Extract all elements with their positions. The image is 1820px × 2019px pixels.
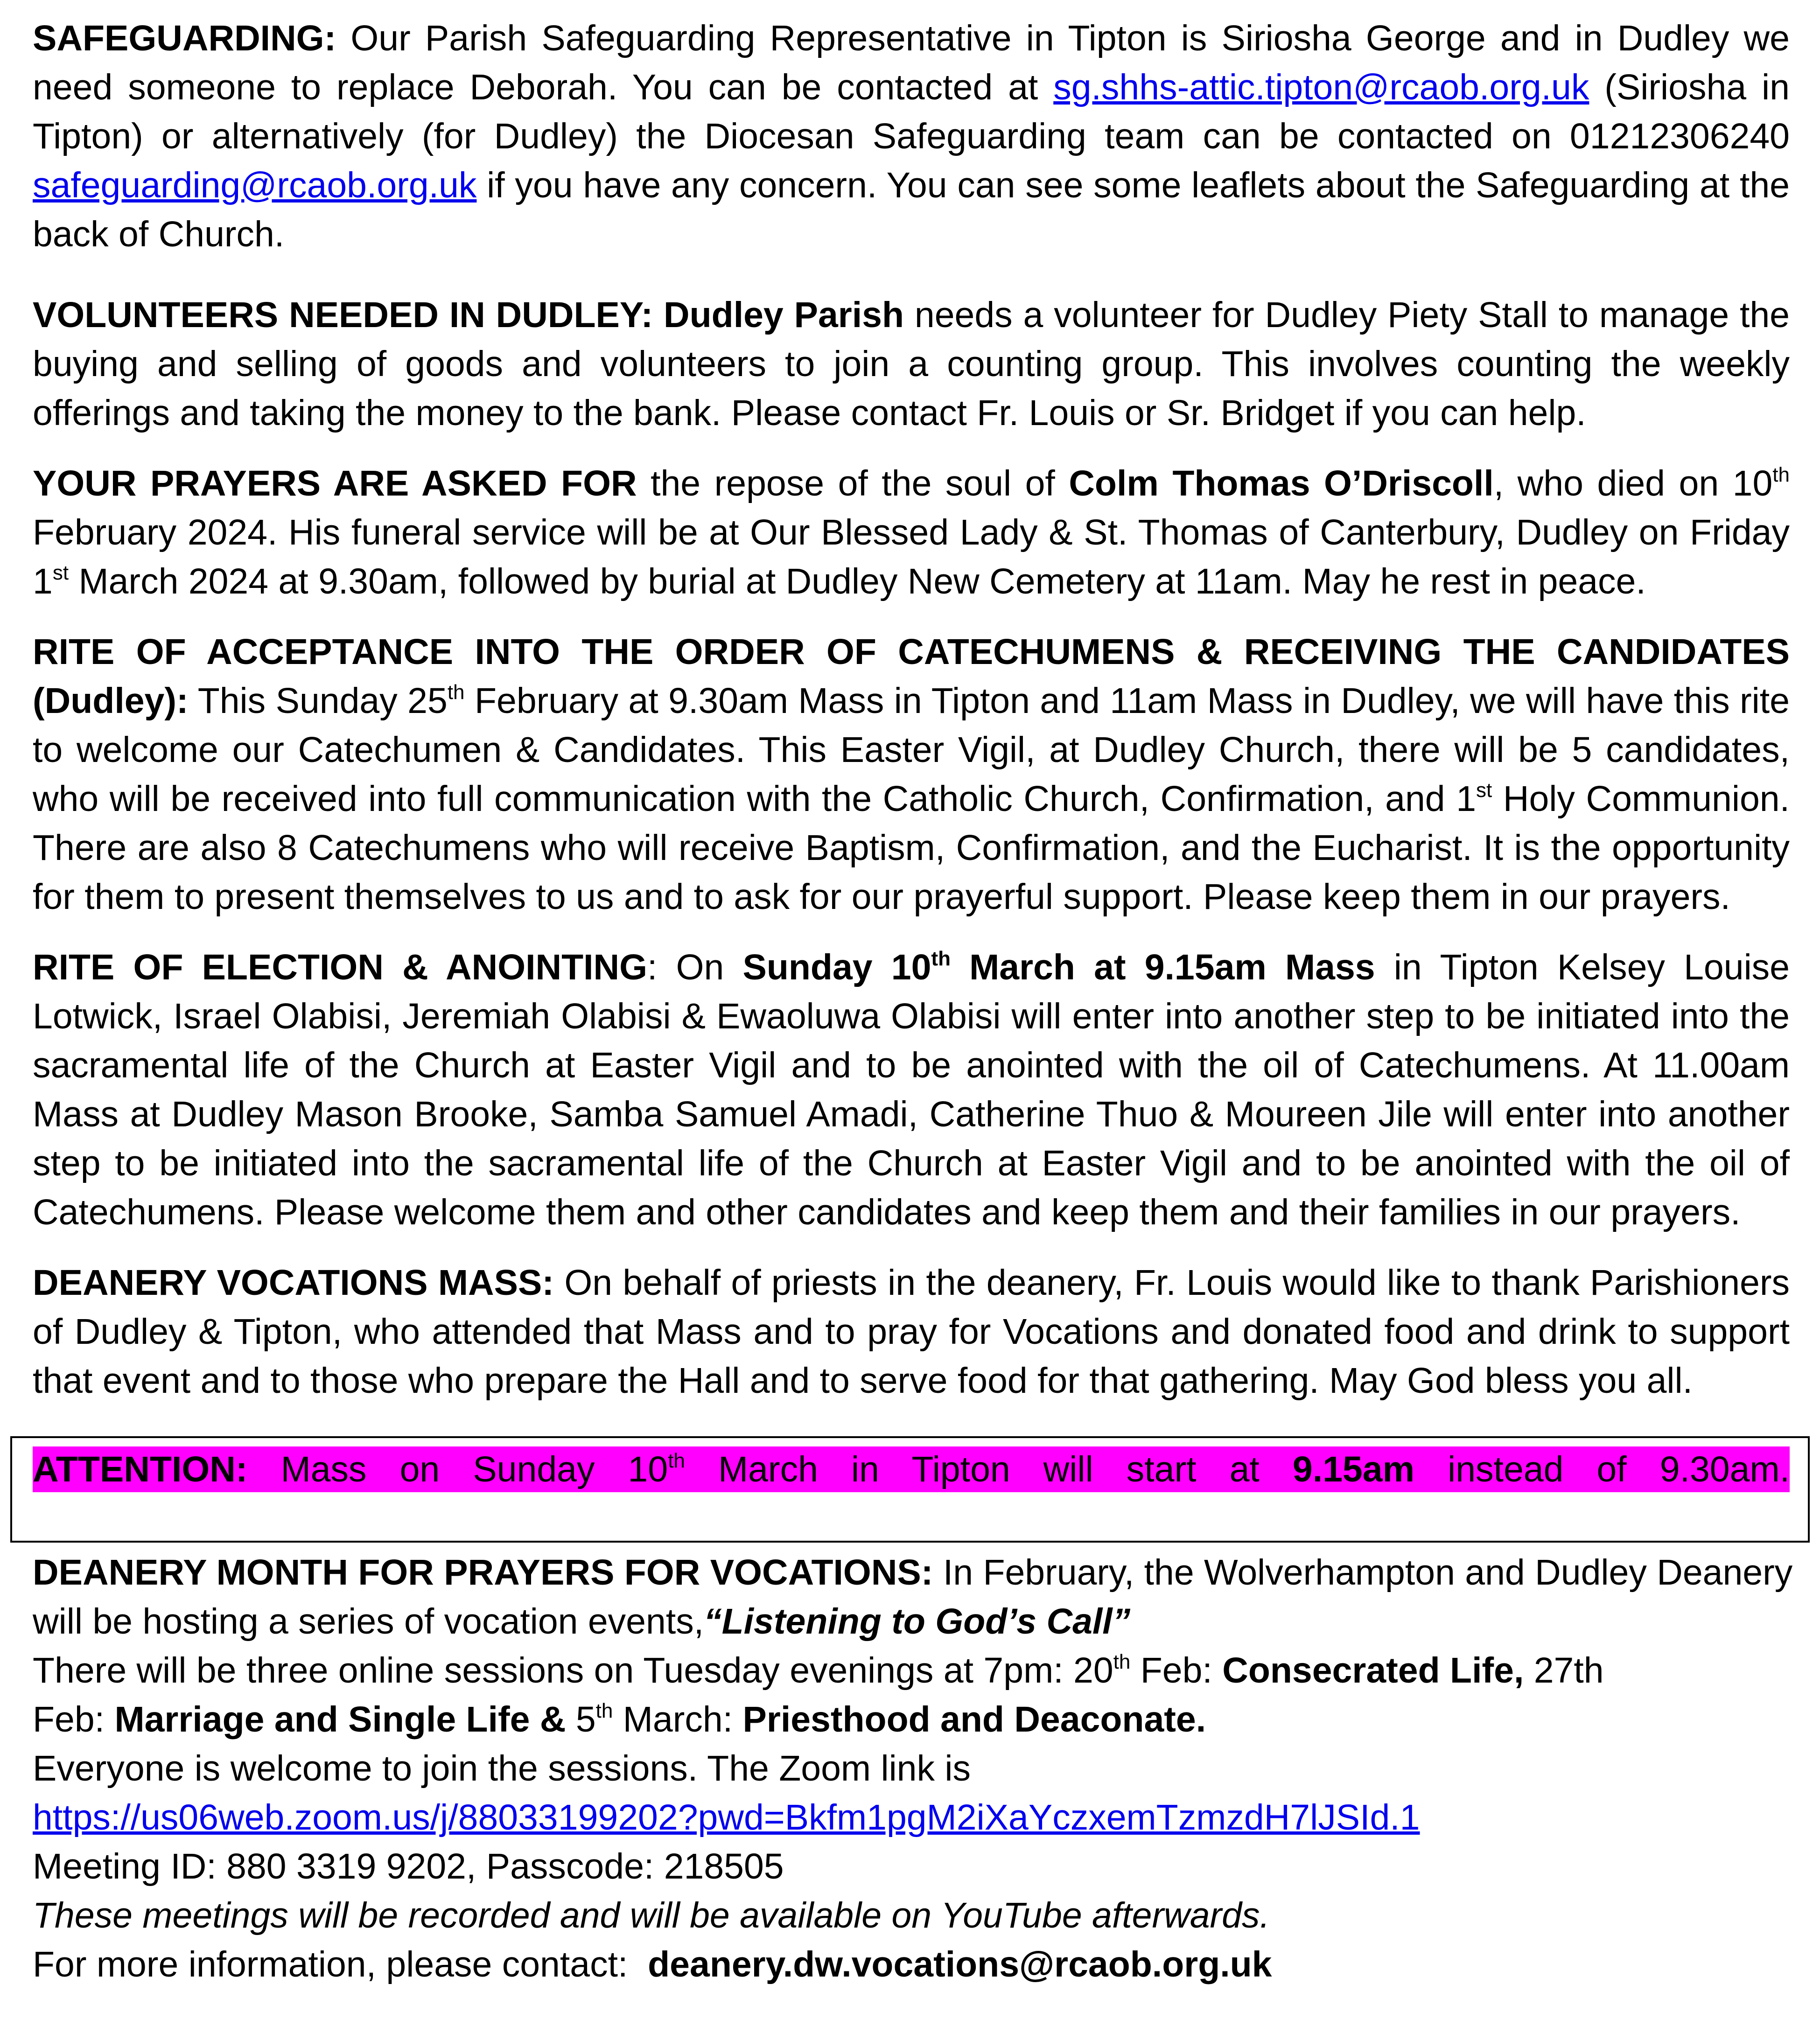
volunteers-text: needs a volunteer for Dudley Piety Stall to manage the buying and selling of goods and volunteers to join a counting group. This involves counting the weekly offerings and taking the money to the bank. Please contact Fr. Louis or Sr. Bridget if you can help. xyxy=(33,295,1790,433)
session-topic: Priesthood and Deaconate. xyxy=(742,1699,1206,1740)
safeguarding-text: (Siriosha in Tipton) or alternatively (for Dudley) the Diocesan Safeguarding team can be contacted on 01212306240 xyxy=(33,67,1790,156)
vocations-line xyxy=(33,1695,1790,1744)
ordinal-suffix: st xyxy=(1476,779,1492,802)
attention-text: instead of 9.30am. xyxy=(1414,1449,1790,1489)
attention-notice xyxy=(33,1446,1790,1492)
vocations-text: will be hosting a series of vocation events, xyxy=(33,1601,704,1642)
vocations-line xyxy=(33,1793,1790,1842)
vocations-line xyxy=(33,1548,1793,1597)
event-series-title: “Listening to God’s Call” xyxy=(704,1601,1131,1642)
attention-text: Mass on Sunday 10 xyxy=(247,1449,668,1489)
prayers-notice xyxy=(33,459,1790,606)
rite-acceptance-text: This Sunday 25 xyxy=(188,681,448,721)
ordinal-suffix: st xyxy=(52,561,69,584)
rite-acceptance-text: Holy Communion. There are also 8 Catechumens who will receive Baptism, Confirmation, and the Eucharist. It is the opportunity for them to present themselves to us and to ask for our prayerful support. Please keep them in our prayers. xyxy=(33,779,1790,917)
rite-election-text: in Tipton Kelsey Louise Lotwick, Israel Olabisi, Jeremiah Olabisi & Ewaoluwa Olabisi will enter into another step to be initiated into the sacramental life of the Church at Easter Vigil and to be anointed with the oil of Catechumens. At 11.00am Mass at Dudley Mason Brooke, Samba Samuel Amadi, Catherine Thuo & Moureen Jile will enter into another step to be initiated into the sacramental life of the Church at Easter Vigil and to be anointed with the oil of Catechumens. Please welcome them and other candidates and keep them and their families in our prayers. xyxy=(33,947,1790,1232)
zoom-link[interactable]: https://us06web.zoom.us/j/88033199202?pwd=Bkfm1pgM2iXaYczxemTzmzdH7lJSId.1 xyxy=(33,1797,1420,1837)
recording-note xyxy=(33,1891,1790,1940)
prayers-text: March 2024 at 9.30am, followed by burial at Dudley New Cemetery at 11am. May he rest in peace. xyxy=(69,561,1646,601)
deceased-name: Colm Thomas O’Driscoll xyxy=(1069,463,1494,503)
session-topic: Consecrated Life, xyxy=(1222,1650,1524,1691)
vocations-text: 5 xyxy=(566,1699,596,1740)
rite-election-notice xyxy=(33,943,1790,1237)
deanery-mass-notice xyxy=(33,1258,1790,1405)
safeguarding-text: Our Parish Safeguarding Representative in Tipton is Siriosha George and in Dudley we need someone to replace Deborah. You can be contacted at xyxy=(33,18,1790,107)
safeguarding-text: if you have any concern. You can see some leaflets about the Safeguarding at the back of Church. xyxy=(33,165,1790,254)
safeguarding-heading: SAFEGUARDING: xyxy=(33,18,336,58)
attention-heading: ATTENTION: xyxy=(33,1449,248,1489)
ordinal-suffix: th xyxy=(931,947,951,970)
vocations-text: Feb: xyxy=(1130,1650,1223,1691)
rite-election-heading: RITE OF ELECTION & ANOINTING xyxy=(33,947,648,987)
vocations-line xyxy=(33,1646,1790,1695)
rite-acceptance-notice xyxy=(33,628,1790,922)
rite-acceptance-heading: RITE OF ACCEPTANCE INTO THE ORDER OF CATECHUMENS & RECEIVING THE CANDIDATES (Dudley): xyxy=(33,632,1790,721)
rite-acceptance-text: February at 9.30am Mass in Tipton and 11am Mass in Dudley, we will have this rite to welcome our Catechumen & Candidates. This Easter Vigil, at Dudley Church, there will be 5 candidates, who will be received into full communication with the Catholic Church, Confirmation, and 1 xyxy=(33,681,1790,819)
attention-new-time: 9.15am xyxy=(1292,1449,1415,1489)
recording-note-text: These meetings will be recorded and will be available on YouTube afterwards. xyxy=(33,1895,1270,1935)
volunteers-notice xyxy=(33,291,1790,438)
vocations-text: 27th xyxy=(1524,1650,1604,1691)
prayers-text: February 2024. His funeral service will be at Our Blessed Lady & St. Thomas of Canterbury, Dudley on Friday 1 xyxy=(33,512,1790,601)
vocations-text: There will be three online sessions on Tuesday evenings at 7pm: 20 xyxy=(33,1650,1113,1691)
prayers-text: the repose of the soul of xyxy=(637,463,1069,503)
prayers-text: , who died on 10 xyxy=(1493,463,1773,503)
volunteers-heading: VOLUNTEERS NEEDED IN DUDLEY: Dudley Parish xyxy=(33,295,904,335)
safeguarding-tipton-email-link[interactable]: sg.shhs-attic.tipton@rcaob.org.uk xyxy=(1053,67,1589,107)
session-topic: Marriage and Single Life & xyxy=(114,1699,566,1740)
ordinal-suffix: th xyxy=(595,1699,613,1722)
safeguarding-notice xyxy=(33,14,1790,259)
vocations-month-notice xyxy=(33,1548,1793,1989)
newsletter-page xyxy=(33,14,1790,1405)
vocations-line: Everyone is welcome to join the sessions. The Zoom link is xyxy=(33,1748,971,1788)
vocations-text: For more information, please contact: xyxy=(33,1944,648,1984)
prayers-heading: YOUR PRAYERS ARE ASKED FOR xyxy=(33,463,637,503)
rite-election-date: Sunday 10 xyxy=(742,947,931,987)
ordinal-suffix: th xyxy=(1113,1650,1131,1673)
attention-text: March in Tipton will start at xyxy=(685,1449,1293,1489)
vocations-text: Feb: xyxy=(33,1699,115,1740)
ordinal-suffix: th xyxy=(1772,463,1790,486)
vocations-contact xyxy=(33,1940,1790,1989)
rite-election-time: March at 9.15am Mass xyxy=(950,947,1375,987)
vocations-text: In February, the Wolverhampton and Dudley Deanery xyxy=(933,1552,1793,1593)
deanery-mass-heading: DEANERY VOCATIONS MASS: xyxy=(33,1263,554,1303)
ordinal-suffix: th xyxy=(668,1449,685,1472)
deanery-mass-text: On behalf of priests in the deanery, Fr. Louis would like to thank Parishioners of Dudley & Tipton, who attended that Mass and to pray for Vocations and donated food and drink to support that event and to those who prepare the Hall and to serve food for that gathering. May God bless you all. xyxy=(33,1263,1790,1401)
vocations-text: March: xyxy=(613,1699,743,1740)
safeguarding-diocese-email-link[interactable]: safeguarding@rcaob.org.uk xyxy=(33,165,477,205)
contact-email[interactable]: deanery.dw.vocations@rcaob.org.uk xyxy=(648,1944,1272,1984)
meeting-details: Meeting ID: 880 3319 9202, Passcode: 218505 xyxy=(33,1846,784,1886)
rite-election-text: : On xyxy=(647,947,743,987)
vocations-heading: DEANERY MONTH FOR PRAYERS FOR VOCATIONS: xyxy=(33,1552,933,1593)
ordinal-suffix: th xyxy=(447,681,465,704)
vocations-line xyxy=(33,1597,1790,1646)
